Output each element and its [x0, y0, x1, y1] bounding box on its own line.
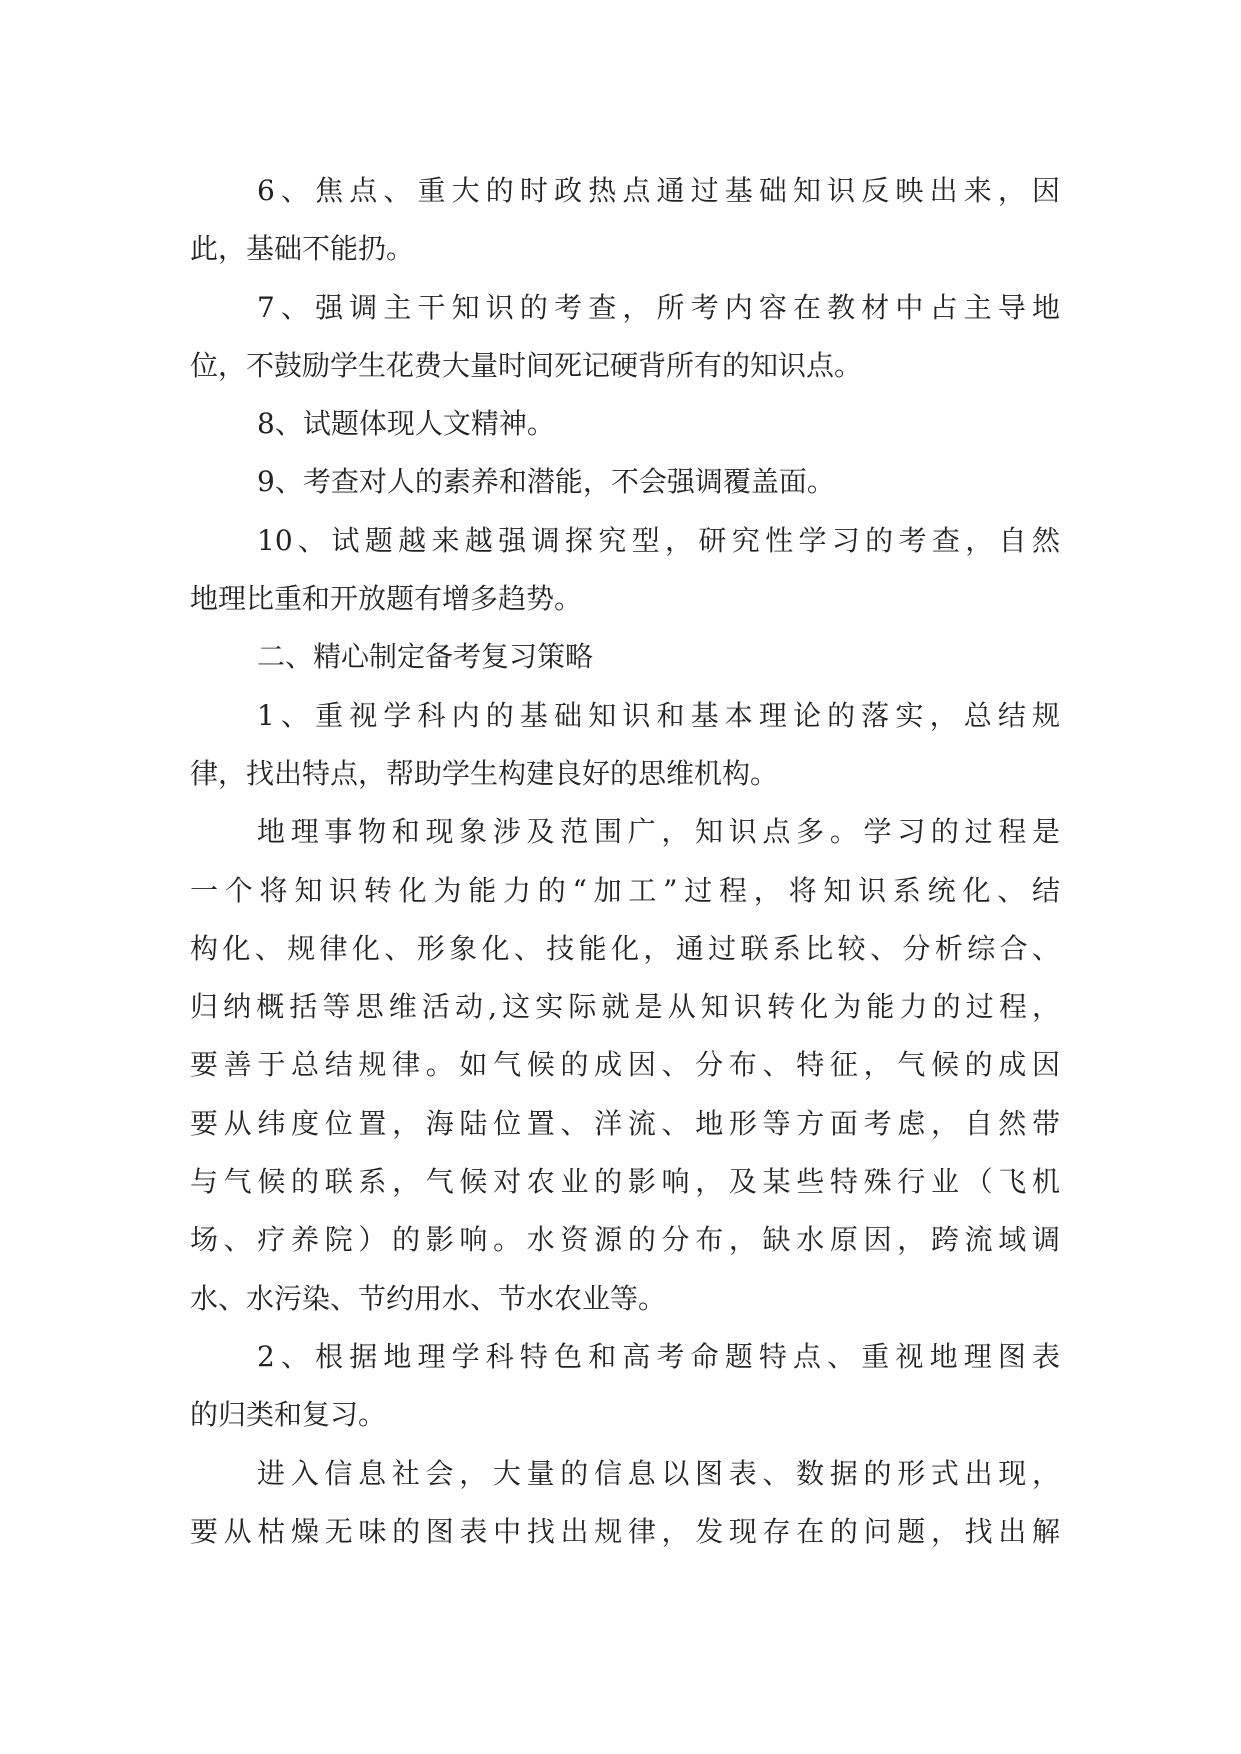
text-line: 一个将知识转化为能力的“加工”过程，将知识系统化、结 — [190, 873, 1060, 907]
text-line: 场、疗养院）的影响。水资源的分布，缺水原因，跨流域调 — [190, 1223, 1060, 1257]
text-line: 10、试题越来越强调探究型，研究性学习的考查，自然 — [257, 523, 1060, 557]
text-line: 要从纬度位置，海陆位置、洋流、地形等方面考虑，自然带 — [190, 1106, 1060, 1140]
section-heading: 二、精心制定备考复习策略 — [257, 640, 594, 674]
text-line: 位，不鼓励学生花费大量时间死记硬背所有的知识点。 — [190, 348, 863, 382]
text-line: 水、水污染、节约用水、节水农业等。 — [190, 1281, 667, 1315]
text-line: 地理事物和现象涉及范围广，知识点多。学习的过程是 — [257, 815, 1060, 849]
text-line: 要从枯燥无味的图表中找出规律，发现存在的问题，找出解 — [190, 1514, 1060, 1548]
text-line: 2、根据地理学科特色和高考命题特点、重视地理图表 — [257, 1339, 1060, 1373]
text-line: 6、焦点、重大的时政热点通过基础知识反映出来，因 — [257, 174, 1060, 207]
text-line: 地理比重和开放题有增多趋势。 — [190, 582, 583, 616]
text-line: 1、重视学科内的基础知识和基本理论的落实，总结规 — [257, 698, 1060, 732]
text-line: 构化、规律化、形象化、技能化，通过联系比较、分析综合、 — [190, 931, 1060, 965]
text-line: 与气候的联系，气候对农业的影响，及某些特殊行业（飞机 — [190, 1165, 1060, 1199]
text-line: 的归类和复习。 — [190, 1398, 387, 1432]
text-line: 8、试题体现人文精神。 — [257, 407, 555, 441]
text-line: 此，基础不能扔。 — [190, 232, 415, 266]
text-line: 律，找出特点，帮助学生构建良好的思维机构。 — [190, 756, 779, 790]
text-line: 9、考查对人的素养和潜能，不会强调覆盖面。 — [257, 465, 835, 499]
text-line: 归纳概括等思维活动,这实际就是从知识转化为能力的过程， — [190, 990, 1060, 1024]
text-line: 7、强调主干知识的考查，所考内容在教材中占主导地 — [257, 290, 1060, 324]
body-text — [190, 162, 1060, 1561]
text-line: 进入信息社会，大量的信息以图表、数据的形式出现， — [257, 1456, 1060, 1490]
text-line: 要善于总结规律。如气候的成因、分布、特征，气候的成因 — [190, 1048, 1060, 1082]
